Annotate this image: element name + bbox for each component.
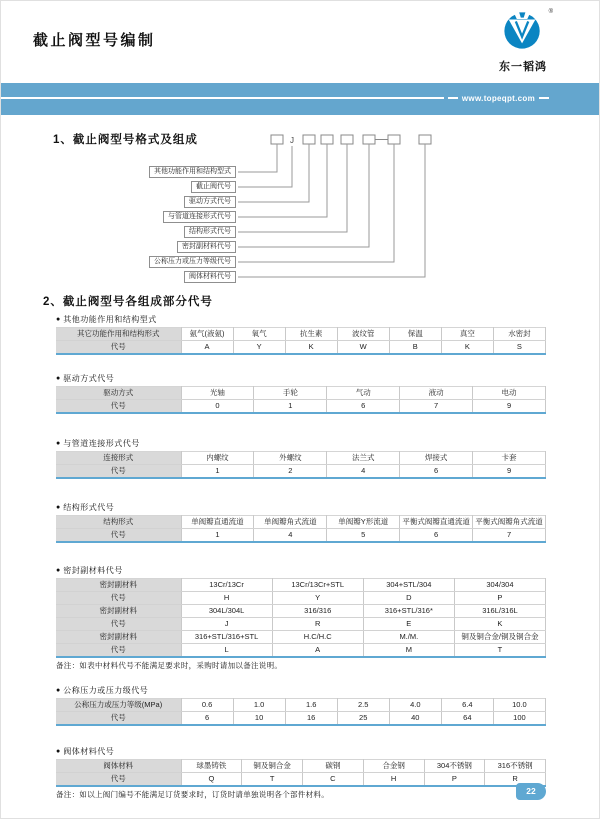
- brand-name: 东一韬鸿: [499, 61, 547, 73]
- value-cell: M./M.: [363, 631, 454, 644]
- value-cell: 卡套: [473, 452, 546, 465]
- diagram-label: 与管道连接形式代号: [163, 211, 236, 223]
- code-table: [56, 515, 546, 543]
- value-cell: W: [337, 341, 389, 355]
- table-bullet: [56, 373, 546, 384]
- value-cell: K: [285, 341, 337, 355]
- row-header-cell: 代号: [56, 400, 181, 414]
- row-header-cell: 密封副材料: [56, 631, 181, 644]
- value-cell: R: [485, 773, 546, 787]
- value-cell: 氧气: [233, 328, 285, 341]
- format-code-box: [419, 135, 431, 144]
- bullet-icon: ●: [56, 374, 61, 382]
- table-row: [56, 592, 546, 605]
- value-cell: 光轴: [181, 387, 254, 400]
- row-header-cell: 代号: [56, 341, 181, 355]
- page-header: [1, 1, 599, 83]
- value-cell: B: [389, 341, 441, 355]
- value-cell: D: [363, 592, 454, 605]
- value-cell: 1.0: [233, 699, 285, 712]
- value-cell: K: [454, 618, 545, 631]
- value-cell: 100: [493, 712, 545, 726]
- banner-dash-left: [448, 97, 458, 99]
- value-cell: 0: [181, 400, 254, 414]
- table-bullet-label: 阀体材料代号: [63, 747, 115, 756]
- leader-line: [238, 146, 292, 187]
- value-cell: 水密封: [493, 328, 545, 341]
- value-cell: 1.6: [285, 699, 337, 712]
- value-cell: 1: [181, 529, 254, 543]
- value-cell: R: [272, 618, 363, 631]
- format-code-box: [303, 135, 315, 144]
- diagram-label: 结构形式代号: [184, 226, 236, 238]
- valve-logo-icon: [502, 9, 544, 51]
- value-cell: 64: [441, 712, 493, 726]
- code-table-block: [56, 746, 546, 800]
- value-cell: 4: [254, 529, 327, 543]
- row-header-cell: 阀体材料: [56, 760, 181, 773]
- code-table: [56, 759, 546, 787]
- row-header-cell: 代号: [56, 529, 181, 543]
- code-table: [56, 386, 546, 414]
- leader-line: [238, 144, 277, 172]
- table-bullet-label: 结构形式代号: [63, 503, 115, 512]
- format-code-box: [388, 135, 400, 144]
- table-row: [56, 341, 546, 355]
- value-cell: M: [363, 644, 454, 658]
- value-cell: 6: [181, 712, 233, 726]
- row-header-cell: 代号: [56, 773, 181, 787]
- row-header-cell: 驱动方式: [56, 387, 181, 400]
- value-cell: 单阀瓣角式流道: [254, 516, 327, 529]
- section1-title: 1、截止阀型号格式及组成: [53, 134, 198, 146]
- row-header-cell: 密封副材料: [56, 579, 181, 592]
- value-cell: H.C/H.C: [272, 631, 363, 644]
- value-cell: 平衡式阀瓣直通流道: [400, 516, 473, 529]
- value-cell: 气动: [327, 387, 400, 400]
- table-row: [56, 452, 546, 465]
- row-header-cell: 密封副材料: [56, 605, 181, 618]
- value-cell: 抗生素: [285, 328, 337, 341]
- value-cell: K: [441, 341, 493, 355]
- bullet-icon: ●: [56, 503, 61, 511]
- table-row: [56, 712, 546, 726]
- table-bullet: [56, 746, 546, 757]
- page-content: [1, 115, 599, 800]
- banner-dash-right: [539, 97, 549, 99]
- table-row: [56, 387, 546, 400]
- banner-rule: [1, 92, 599, 104]
- value-cell: 液动: [400, 387, 473, 400]
- row-header-cell: 结构形式: [56, 516, 181, 529]
- table-bullet: [56, 685, 546, 696]
- table-row: [56, 400, 546, 414]
- value-cell: 304L/304L: [181, 605, 272, 618]
- value-cell: 316+STL/316+STL: [181, 631, 272, 644]
- code-table-block: [56, 314, 546, 355]
- value-cell: 氨气(液氨): [181, 328, 233, 341]
- value-cell: 9: [473, 400, 546, 414]
- value-cell: 304+STL/304: [363, 579, 454, 592]
- diagram-label: 其他功能作用和结构型式: [149, 166, 236, 178]
- value-cell: 单阀瓣直通流道: [181, 516, 254, 529]
- value-cell: 球墨铸铁: [181, 760, 242, 773]
- value-cell: 40: [389, 712, 441, 726]
- value-cell: 碳钢: [303, 760, 364, 773]
- code-table: [56, 698, 546, 726]
- code-table-block: [56, 502, 546, 543]
- bullet-icon: ●: [56, 686, 61, 694]
- banner-url: www.topeqpt.com: [461, 93, 535, 103]
- code-table-block: [56, 438, 546, 479]
- top-banner: [1, 83, 599, 115]
- format-code-box: [271, 135, 283, 144]
- table-bullet-label: 驱动方式代号: [63, 374, 115, 383]
- table-bullet-label: 公称压力或压力级代号: [63, 686, 149, 695]
- value-cell: 1: [254, 400, 327, 414]
- table-bullet-label: 密封副材料代号: [63, 566, 123, 575]
- table-row: [56, 760, 546, 773]
- value-cell: 外螺纹: [254, 452, 327, 465]
- leader-line: [238, 144, 327, 217]
- page-number-badge: 22: [516, 783, 546, 800]
- value-cell: 5: [327, 529, 400, 543]
- company-logo: [491, 9, 555, 74]
- table-row: [56, 644, 546, 658]
- bullet-icon: ●: [56, 439, 61, 447]
- value-cell: 7: [473, 529, 546, 543]
- diagram-label: 公称压力或压力等级代号: [149, 256, 236, 268]
- value-cell: 法兰式: [327, 452, 400, 465]
- code-table: [56, 327, 546, 355]
- value-cell: 10.0: [493, 699, 545, 712]
- code-table-block: [56, 373, 546, 414]
- value-cell: 平衡式阀瓣角式流道: [473, 516, 546, 529]
- row-header-cell: 公称压力或压力等级(MPa): [56, 699, 181, 712]
- diagram-label: 密封副材料代号: [177, 241, 236, 253]
- value-cell: H: [181, 592, 272, 605]
- value-cell: 25: [337, 712, 389, 726]
- row-header-cell: 其它功能作用和结构形式: [56, 328, 181, 341]
- code-table-block: [56, 685, 546, 726]
- value-cell: 316+STL/316*: [363, 605, 454, 618]
- code-table: [56, 451, 546, 479]
- registered-trademark: ®: [548, 9, 553, 15]
- value-cell: S: [493, 341, 545, 355]
- value-cell: 焊接式: [400, 452, 473, 465]
- row-header-cell: 连接形式: [56, 452, 181, 465]
- format-code-box: [363, 135, 375, 144]
- value-cell: 9: [473, 465, 546, 479]
- bullet-icon: ●: [56, 566, 61, 574]
- row-header-cell: 代号: [56, 644, 181, 658]
- value-cell: 16: [285, 712, 337, 726]
- table-bullet-label: 其他功能作用和结构型式: [63, 315, 157, 324]
- value-cell: 6: [400, 465, 473, 479]
- value-cell: 波纹管: [337, 328, 389, 341]
- table-note: 备注：如以上阀门编号不能满足订货要求时，订货时请单独说明各个部件材料。: [56, 790, 329, 799]
- value-cell: A: [272, 644, 363, 658]
- value-cell: E: [363, 618, 454, 631]
- valve-letter: J: [290, 136, 294, 145]
- value-cell: 6: [400, 529, 473, 543]
- section-model-format: [33, 133, 569, 289]
- value-cell: 13Cr/13Cr+STL: [272, 579, 363, 592]
- format-code-box: [341, 135, 353, 144]
- table-row: [56, 699, 546, 712]
- table-row: [56, 618, 546, 631]
- table-bullet: [56, 502, 546, 513]
- value-cell: 保温: [389, 328, 441, 341]
- table-bullet: [56, 314, 546, 325]
- row-header-cell: 代号: [56, 465, 181, 479]
- value-cell: 13Cr/13Cr: [181, 579, 272, 592]
- table-bullet: [56, 438, 546, 449]
- value-cell: P: [424, 773, 485, 787]
- table-row: [56, 328, 546, 341]
- value-cell: 6: [327, 400, 400, 414]
- row-header-cell: 代号: [56, 618, 181, 631]
- bullet-icon: ●: [56, 747, 61, 755]
- diagram-label: 驱动方式代号: [184, 196, 236, 208]
- code-tables: [33, 314, 569, 800]
- value-cell: 手轮: [254, 387, 327, 400]
- value-cell: 1: [181, 465, 254, 479]
- value-cell: 304不锈钢: [424, 760, 485, 773]
- table-row: [56, 529, 546, 543]
- value-cell: 真空: [441, 328, 493, 341]
- diagram-label: 阀体材料代号: [184, 271, 236, 283]
- table-row: [56, 516, 546, 529]
- value-cell: 4.0: [389, 699, 441, 712]
- value-cell: 316/316: [272, 605, 363, 618]
- table-bullet-label: 与管道连接形式代号: [63, 439, 140, 448]
- value-cell: 4: [327, 465, 400, 479]
- value-cell: J: [181, 618, 272, 631]
- value-cell: Q: [181, 773, 242, 787]
- value-cell: 316不锈钢: [485, 760, 546, 773]
- value-cell: 7: [400, 400, 473, 414]
- value-cell: H: [363, 773, 424, 787]
- value-cell: 10: [233, 712, 285, 726]
- value-cell: T: [242, 773, 303, 787]
- table-note: 备注：如表中材料代号不能满足要求时，采购时请加以备注说明。: [56, 661, 283, 670]
- value-cell: L: [181, 644, 272, 658]
- value-cell: 316L/316L: [454, 605, 545, 618]
- value-cell: 内螺纹: [181, 452, 254, 465]
- row-header-cell: 代号: [56, 592, 181, 605]
- value-cell: 电动: [473, 387, 546, 400]
- bullet-icon: ●: [56, 315, 61, 323]
- table-bullet: [56, 565, 546, 576]
- value-cell: C: [303, 773, 364, 787]
- table-row: [56, 605, 546, 618]
- value-cell: A: [181, 341, 233, 355]
- value-cell: 合金钢: [363, 760, 424, 773]
- page-title: 截止阀型号编制: [33, 32, 156, 49]
- value-cell: 2: [254, 465, 327, 479]
- table-row: [56, 465, 546, 479]
- value-cell: T: [454, 644, 545, 658]
- banner-line: [1, 97, 444, 99]
- table-row: [56, 579, 546, 592]
- row-header-cell: 代号: [56, 712, 181, 726]
- value-cell: 铜及铜合金: [242, 760, 303, 773]
- code-table: [56, 578, 546, 658]
- value-cell: Y: [272, 592, 363, 605]
- section2-title: 2、截止阀型号各组成部分代号: [43, 296, 213, 308]
- table-row: [56, 773, 546, 787]
- value-cell: P: [454, 592, 545, 605]
- table-row: [56, 631, 546, 644]
- value-cell: Y: [233, 341, 285, 355]
- model-format-diagram: [33, 133, 571, 289]
- value-cell: 铜及铜合金/铜及铜合金: [454, 631, 545, 644]
- value-cell: 304/304: [454, 579, 545, 592]
- value-cell: 单阀瓣Y形流道: [327, 516, 400, 529]
- leader-line: [238, 144, 394, 262]
- format-code-box: [321, 135, 333, 144]
- value-cell: 0.6: [181, 699, 233, 712]
- value-cell: 2.5: [337, 699, 389, 712]
- diagram-label: 截止阀代号: [191, 181, 236, 193]
- code-table-block: [56, 565, 546, 671]
- value-cell: 6.4: [441, 699, 493, 712]
- leader-line: [238, 144, 309, 202]
- leader-line: [238, 144, 425, 277]
